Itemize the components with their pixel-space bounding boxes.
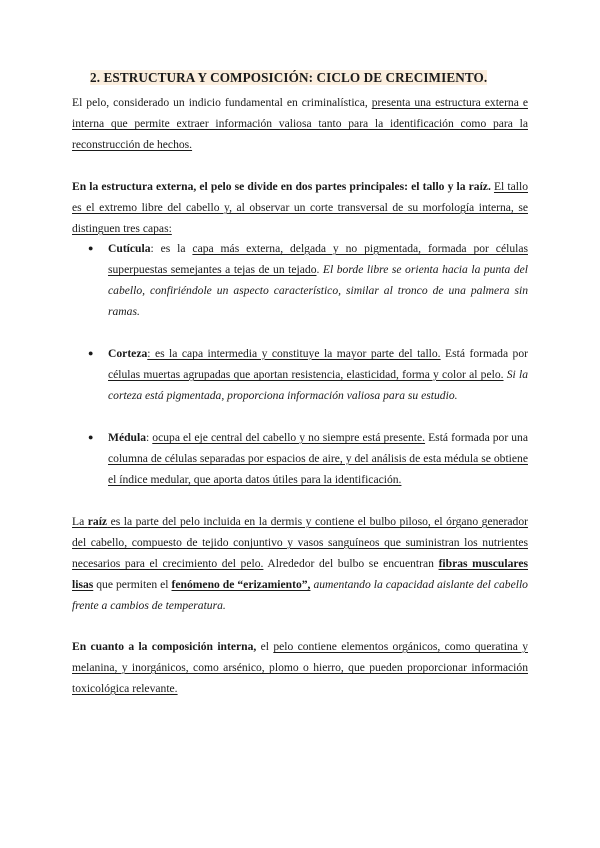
corteza-underlined-2: células muertas agrupadas que aportan resistencia, elasticidad, forma y color al pelo. bbox=[108, 368, 504, 381]
external-underlined: El tallo es el extremo libre del cabello y, al observar un corte transversal de su morfología interna, se distinguen tres capas: bbox=[72, 180, 528, 235]
raiz-term: raíz bbox=[87, 515, 108, 528]
corteza-underlined: : es la capa intermedia y constituye la mayor parte del tallo. bbox=[147, 347, 441, 360]
raiz-underlined: es la parte del pelo incluida en la dermis y contiene el bulbo piloso, el órgano generador del cabello, compuesto de tejido conjuntivo y vasos sanguíneos que suministran los nutrientes necesarios para el crecimiento del pelo. bbox=[72, 515, 528, 570]
raiz-text-2: que permiten el bbox=[93, 578, 172, 591]
cuticula-item bbox=[108, 238, 528, 322]
corteza-term: Corteza bbox=[108, 347, 148, 360]
corteza-item bbox=[108, 343, 528, 406]
heading-highlight bbox=[90, 70, 487, 85]
erizamiento-term: fenómeno de “erizamiento”, bbox=[171, 578, 311, 591]
bullet-icon: ● bbox=[88, 348, 94, 358]
medula-underlined: ocupa el eje central del cabello y no siempre está presente. bbox=[152, 431, 426, 444]
medula-text: : bbox=[146, 431, 153, 444]
cuticula-italic: El borde libre se orienta hacia la punta del cabello, confiriéndole un aspecto característico, similar al tronco de una palmera sin ramas. bbox=[108, 263, 528, 318]
corteza-italic: Si la corteza está pigmentada, proporciona información valiosa para su estudio. bbox=[108, 368, 528, 402]
external-structure-paragraph bbox=[72, 176, 528, 239]
medula-underlined-2: columna de células separadas por espacios de aire, y del análisis de esta médula se obtiene el índice medular, que aporta datos útiles para la identificación. bbox=[108, 452, 528, 486]
raiz-italic: aumentando la capacidad aislante del cabello frente a cambios de temperatura. bbox=[72, 578, 528, 612]
intro-underlined: presenta una estructura externa e interna que permite extraer información valiosa tanto para la identificación como para la reconstrucción de hechos. bbox=[72, 96, 528, 151]
corteza-text: Está formada por bbox=[440, 347, 528, 360]
raiz-u0: La bbox=[72, 515, 88, 528]
raiz-paragraph bbox=[72, 511, 528, 616]
external-bold: En la estructura externa, el pelo se divide en dos partes principales: el tallo y la raíz. bbox=[72, 180, 491, 193]
section-heading bbox=[90, 70, 560, 86]
medula-text-2: Está formada por una bbox=[425, 431, 528, 444]
cuticula-text: : es la bbox=[150, 242, 193, 255]
bullet-icon: ● bbox=[88, 432, 94, 442]
heading-title: ESTRUCTURA Y COMPOSICIÓN: CICLO DE CRECIMIENTO. bbox=[103, 70, 488, 85]
cuticula-text-2: . bbox=[316, 263, 323, 276]
internal-underlined: pelo contiene elementos orgánicos, como queratina y melanina, y inorgánicos, como arsénico, plomo o hierro, que pueden proporcionar información toxicológica relevante. bbox=[72, 640, 528, 695]
internal-composition-paragraph bbox=[72, 636, 528, 699]
internal-bold: En cuanto a la composición interna, bbox=[72, 640, 257, 653]
medula-term: Médula bbox=[108, 431, 147, 444]
raiz-text: Alrededor del bulbo se encuentran bbox=[263, 557, 439, 570]
cuticula-term: Cutícula bbox=[108, 242, 151, 255]
fibras-musculares-term: fibras musculares lisas bbox=[72, 557, 528, 591]
bullet-icon: ● bbox=[88, 243, 94, 253]
heading-number: 2. bbox=[90, 70, 101, 85]
intro-text: El pelo, considerado un indicio fundamental en criminalística, bbox=[72, 96, 372, 109]
medula-item bbox=[108, 427, 528, 490]
internal-text: el bbox=[256, 640, 274, 653]
cuticula-underlined: capa más externa, delgada y no pigmentada, formada por células superpuestas semejantes a tejas de un tejado bbox=[108, 242, 528, 276]
intro-paragraph bbox=[72, 92, 528, 155]
